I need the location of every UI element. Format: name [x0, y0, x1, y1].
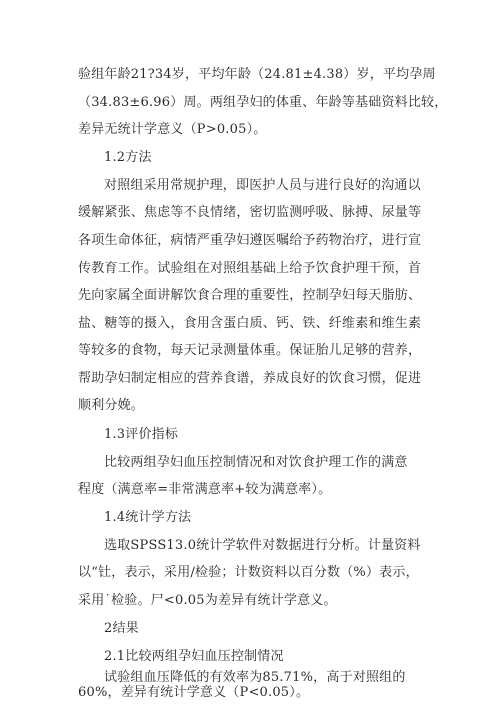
paragraph-line: 盐、糖等的摄入，食用含蛋白质、钙、铁、纤维素和维生素	[78, 316, 422, 331]
section-heading: 2结果	[104, 621, 139, 636]
paragraph-line: 等较多的食物，每天记录测量体重。保证胎儿足够的营养，	[78, 343, 422, 358]
paragraph-line: 选取SPSS13.0统计学软件对数据进行分析。计量资料	[104, 538, 421, 553]
paragraph-line: 试验组血压降低的有效率为85.71%，高于对照组的	[104, 670, 406, 685]
paragraph-line: 程度（满意率=非常满意率+较为满意率）。	[78, 482, 332, 497]
section-heading: 2.1比较两组孕妇血压控制情况	[104, 649, 284, 664]
section-heading: 1.4统计学方法	[104, 510, 192, 525]
paragraph-line: 60%，差异有统计学意义（P<0.05）。	[78, 685, 310, 700]
paragraph-line: 帮助孕妇制定相应的营养食谱，养成良好的饮食习惯，促进	[78, 371, 422, 386]
paragraph-line: 先向家属全面讲解饮食合理的重要性，控制孕妇每天脂肪、	[78, 288, 422, 303]
section-heading: 1.3评价指标	[104, 427, 179, 442]
paragraph-line: 以“钍，表示，采用/检验；计数资料以百分数（%）表示，	[78, 565, 419, 580]
paragraph-line: （34.83±6.96）周。两组孕妇的体重、年龄等基础资料比较，	[78, 95, 448, 110]
paragraph-line: 传教育工作。试验组在对照组基础上给予饮食护理干预，首	[78, 261, 422, 276]
paragraph-line: 各项生命体征，病情严重孕妇遵医嘱给予药物治疗，进行宣	[78, 233, 422, 248]
paragraph-line: 采用˙检验。尸<0.05为差异有统计学意义。	[78, 593, 337, 608]
paragraph-line: 验组年龄21?34岁，平均年龄（24.81±4.38）岁，平均孕周	[78, 67, 436, 82]
paragraph-line: 缓解紧张、焦虑等不良情绪，密切监测呼吸、脉搏、尿量等	[78, 205, 422, 220]
section-heading: 1.2方法	[104, 150, 152, 165]
paragraph-line: 顺利分娩。	[78, 398, 145, 413]
paragraph-line: 差异无统计学意义（P>0.05）。	[78, 122, 267, 137]
paragraph-line: 比较两组孕妇血压控制情况和对饮食护理工作的满意	[104, 455, 408, 470]
paragraph-line: 对照组采用常规护理，即医护人员与进行良好的沟通以	[104, 178, 421, 193]
